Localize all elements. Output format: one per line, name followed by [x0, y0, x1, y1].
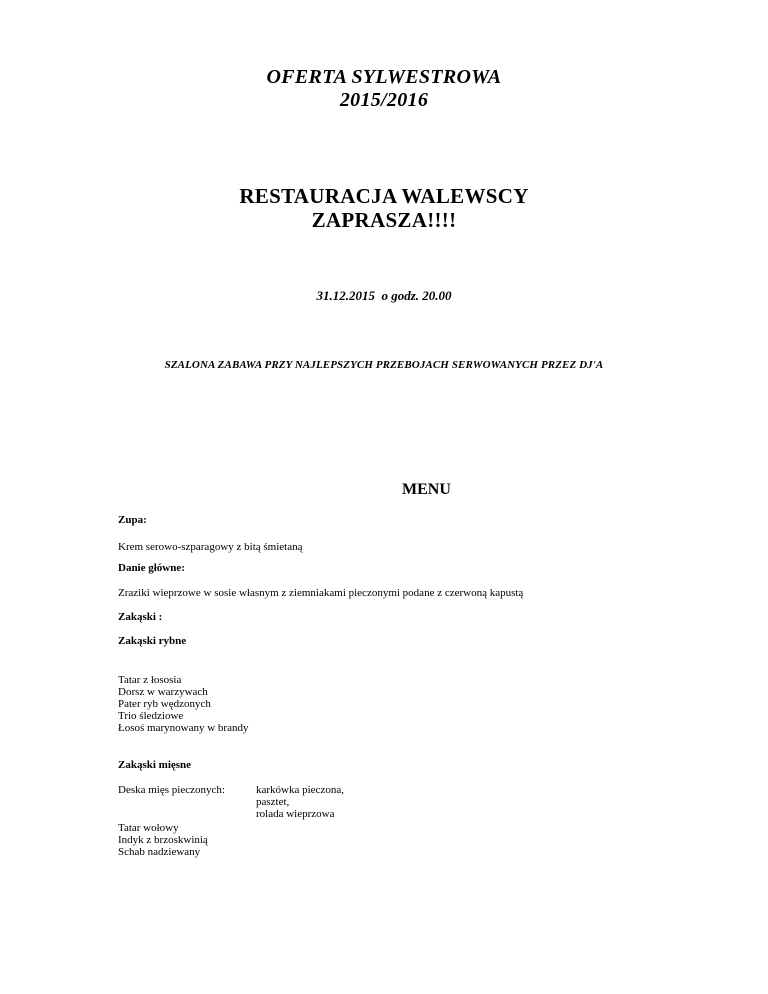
list-item: karkówka pieczona,	[256, 784, 344, 796]
offer-title	[0, 66, 768, 112]
fish-starters-list	[118, 674, 248, 734]
list-item: Trio śledziowe	[118, 710, 184, 722]
main-course-label: Danie główne:	[118, 562, 185, 574]
list-item: Dorsz w warzywach	[118, 686, 208, 698]
invitation-line2: ZAPRASZA!!!!	[311, 208, 457, 232]
main-course-item: Zraziki wieprzowe w sosie własnym z ziemniakami pieczonymi podane z czerwoną kapustą	[118, 587, 524, 599]
party-description: SZALONA ZABAWA PRZY NAJLEPSZYCH PRZEBOJACH SERWOWANYCH PRZEZ DJ'A	[164, 359, 604, 371]
list-item: Tatar z łososia	[118, 674, 182, 686]
list-item: Łosoś marynowany w brandy	[118, 722, 249, 734]
list-item: Pater ryb wędzonych	[118, 698, 211, 710]
offer-title-line2: 2015/2016	[339, 89, 429, 111]
offer-title-line1: OFERTA SYLWESTROWA	[266, 66, 502, 88]
list-item: Schab nadziewany	[118, 846, 201, 858]
list-item: pasztet,	[256, 796, 290, 808]
soup-item: Krem serowo-szparagowy z bitą śmietaną	[118, 541, 303, 553]
list-item: Indyk z brzoskwinią	[118, 834, 208, 846]
menu-title: MENU	[402, 481, 451, 498]
meat-board-label: Deska mięs pieczonych:	[118, 784, 225, 796]
meat-board-list	[256, 784, 344, 820]
list-item: rolada wieprzowa	[256, 808, 335, 820]
fish-starters-label: Zakąski rybne	[118, 635, 187, 647]
restaurant-invitation	[0, 184, 768, 232]
starters-label: Zakąski :	[118, 611, 163, 623]
meat-starters-list	[118, 822, 208, 858]
invitation-line1: RESTAURACJA WALEWSCY	[239, 184, 529, 208]
meat-starters-label: Zakąski mięsne	[118, 759, 192, 771]
list-item: Tatar wołowy	[118, 822, 179, 834]
event-date: 31.12.2015 o godz. 20.00	[316, 288, 452, 303]
soup-label: Zupa:	[118, 514, 147, 526]
